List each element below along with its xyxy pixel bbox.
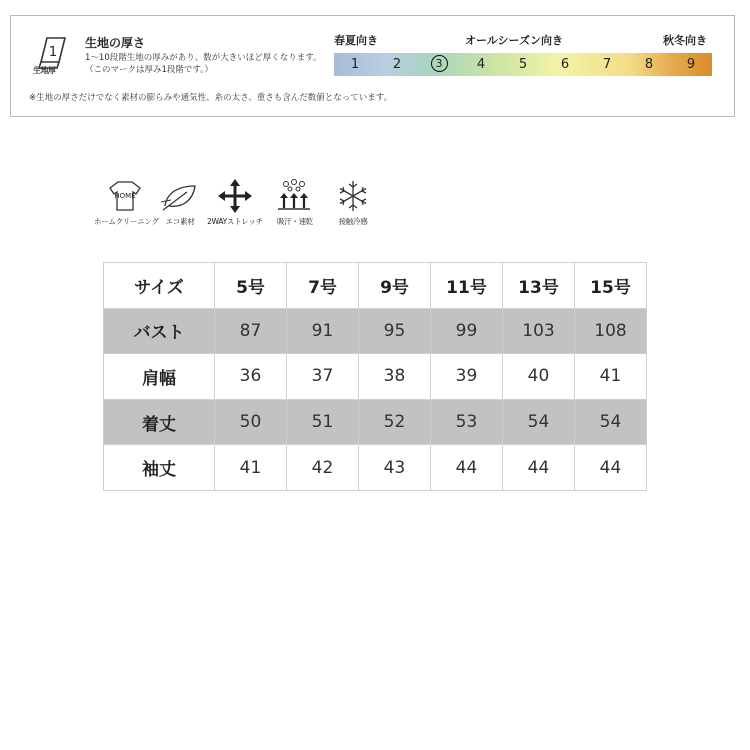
feature-label-stretch: 2WAYストレッチ: [207, 217, 263, 226]
table-cell: 44: [503, 445, 575, 491]
table-cell: 41: [575, 354, 647, 400]
table-cell: 36: [215, 354, 287, 400]
feature-icons: [94, 178, 380, 230]
home-icon-text: HOME: [114, 192, 136, 200]
header-size-5: 5号: [215, 263, 287, 309]
table-cell: 108: [575, 308, 647, 354]
thickness-description-line1: 1〜10段階生地の厚みがあり、数が大きいほど厚くなります。: [85, 53, 322, 63]
table-cell: 37: [287, 354, 359, 400]
size-table-header-row: [104, 263, 647, 309]
sweat-absorb-quick-dry-icon: [272, 178, 318, 214]
thickness-note: ※生地の厚さだけでなく素材の膨らみや通気性、糸の太さ、重さも含んだ数値となっています。: [29, 93, 393, 103]
scale-level-6: 6: [560, 57, 570, 72]
header-size-7: 7号: [287, 263, 359, 309]
feature-label-home-cleaning: ホームクリーニング: [94, 217, 159, 226]
header-size: サイズ: [104, 263, 215, 309]
table-cell: 54: [503, 399, 575, 445]
table-cell: 38: [359, 354, 431, 400]
table-cell: 52: [359, 399, 431, 445]
two-way-stretch-icon: [212, 178, 258, 214]
table-cell: 44: [431, 445, 503, 491]
season-autumn-winter-label: 秋冬向き: [663, 34, 707, 47]
scale-level-8: 8: [644, 57, 654, 72]
table-cell: 91: [287, 308, 359, 354]
fabric-thickness-panel: [10, 15, 735, 117]
feature-label-eco: エコ素材: [165, 217, 195, 226]
table-cell: 99: [431, 308, 503, 354]
feature-2way-stretch: [207, 178, 263, 230]
feature-label-sweat: 吸汗・速乾: [277, 217, 313, 226]
feature-home-cleaning: [94, 178, 159, 230]
row-label: 着丈: [104, 399, 215, 445]
scale-level-3-selected: 3: [418, 53, 460, 76]
thickness-title: 生地の厚さ: [85, 36, 146, 50]
table-row-sleeve: [104, 445, 647, 491]
header-size-11: 11号: [431, 263, 503, 309]
row-label: バスト: [104, 308, 215, 354]
snowflake-icon: [330, 178, 376, 214]
table-row-shoulder: [104, 354, 647, 400]
table-cell: 53: [431, 399, 503, 445]
row-label: 肩幅: [104, 354, 215, 400]
scale-level-4: 4: [476, 57, 486, 72]
table-cell: 42: [287, 445, 359, 491]
table-cell: 39: [431, 354, 503, 400]
table-cell: 43: [359, 445, 431, 491]
thickness-scale-bar: [334, 53, 712, 76]
season-all-label: オールシーズン向き: [465, 34, 563, 47]
thickness-icon-label: 生地厚: [33, 66, 56, 75]
scale-level-2: 2: [392, 57, 402, 72]
feature-eco-material: [155, 178, 205, 230]
scale-level-1: 1: [350, 57, 360, 72]
table-row-bust: [104, 308, 647, 354]
size-table: [103, 262, 647, 491]
feature-label-cool: 接触冷感: [338, 217, 368, 226]
table-cell: 95: [359, 308, 431, 354]
table-cell: 40: [503, 354, 575, 400]
thickness-icon-number: 1: [48, 45, 58, 60]
feature-cool-touch: [328, 178, 378, 230]
feature-sweat-quick-dry: [270, 178, 320, 230]
scale-level-7: 7: [602, 57, 612, 72]
table-row-length: [104, 399, 647, 445]
scale-level-5: 5: [518, 57, 528, 72]
table-cell: 103: [503, 308, 575, 354]
header-size-15: 15号: [575, 263, 647, 309]
table-cell: 87: [215, 308, 287, 354]
thickness-description: [85, 52, 335, 76]
home-cleaning-icon: [102, 178, 148, 214]
eco-leaf-icon: [157, 178, 203, 214]
table-cell: 50: [215, 399, 287, 445]
header-size-13: 13号: [503, 263, 575, 309]
table-cell: 41: [215, 445, 287, 491]
season-spring-summer-label: 春夏向き: [334, 34, 378, 47]
row-label: 袖丈: [104, 445, 215, 491]
table-cell: 54: [575, 399, 647, 445]
thickness-description-line2: （このマークは厚み1段階です。）: [85, 65, 213, 75]
table-cell: 51: [287, 399, 359, 445]
header-size-9: 9号: [359, 263, 431, 309]
scale-level-9: 9: [686, 57, 696, 72]
table-cell: 44: [575, 445, 647, 491]
